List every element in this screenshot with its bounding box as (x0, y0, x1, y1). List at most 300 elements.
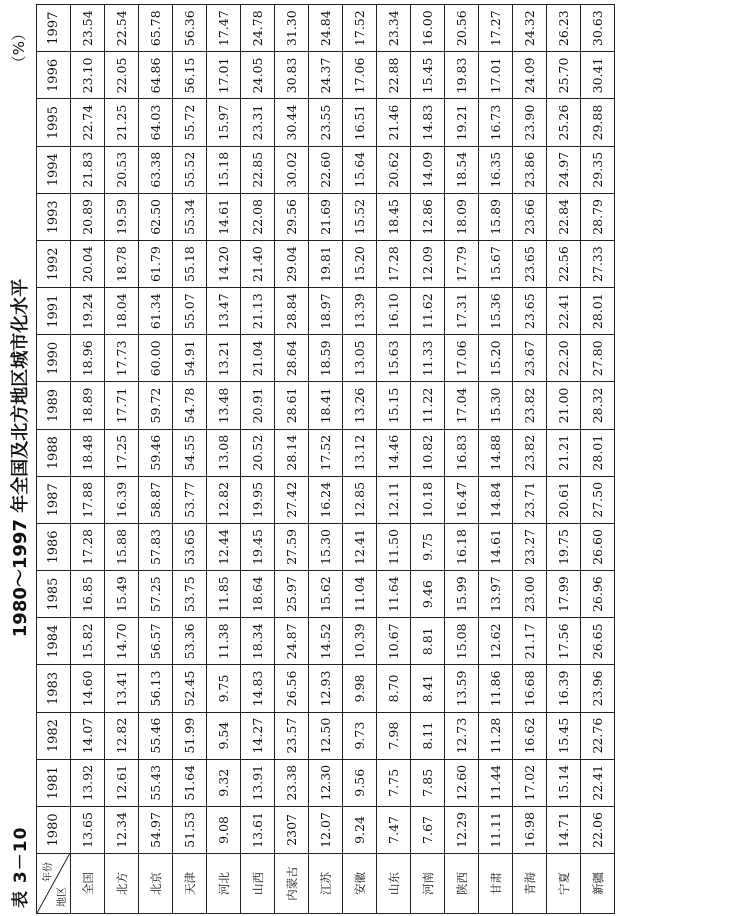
value-cell: 22.76 (581, 712, 615, 759)
table-row (411, 5, 445, 914)
value-cell: 18.96 (71, 335, 105, 382)
table-row (581, 5, 615, 914)
value-cell: 11.28 (479, 712, 513, 759)
value-cell: 15.82 (71, 618, 105, 665)
value-cell: 11.62 (411, 288, 445, 335)
value-cell: 23.65 (513, 288, 547, 335)
region-cell: 宁夏 (547, 854, 581, 914)
value-cell: 28.14 (275, 429, 309, 476)
value-cell: 25.97 (275, 571, 309, 618)
value-cell: 26.96 (581, 571, 615, 618)
value-cell: 22.84 (547, 193, 581, 240)
value-cell: 21.83 (71, 146, 105, 193)
region-cell: 新疆 (581, 854, 615, 914)
value-cell: 17.01 (207, 52, 241, 99)
value-cell: 30.63 (581, 5, 615, 52)
value-cell: 19.83 (445, 52, 479, 99)
value-cell: 8.41 (411, 665, 445, 712)
value-cell: 55.34 (173, 193, 207, 240)
value-cell: 51.99 (173, 712, 207, 759)
value-cell: 10.39 (343, 618, 377, 665)
value-cell: 22.74 (71, 99, 105, 146)
value-cell: 16.24 (309, 476, 343, 523)
table-body (71, 5, 615, 914)
value-cell: 15.64 (343, 146, 377, 193)
value-cell: 9.08 (207, 806, 241, 853)
table-title: 1980～1997 年全国及北方地区城市化水平 (10, 278, 31, 638)
value-cell: 12.50 (309, 712, 343, 759)
value-cell: 16.47 (445, 476, 479, 523)
value-cell: 28.32 (581, 382, 615, 429)
value-cell: 27.42 (275, 476, 309, 523)
value-cell: 64.03 (139, 99, 173, 146)
value-cell: 16.39 (105, 476, 139, 523)
value-cell: 30.41 (581, 52, 615, 99)
region-cell: 陕西 (445, 854, 479, 914)
year-header: 1994 (37, 146, 71, 193)
value-cell: 15.52 (343, 193, 377, 240)
value-cell: 17.04 (445, 382, 479, 429)
value-cell: 23.67 (513, 335, 547, 382)
value-cell: 16.10 (377, 288, 411, 335)
value-cell: 28.01 (581, 288, 615, 335)
year-header: 1985 (37, 571, 71, 618)
value-cell: 55.07 (173, 288, 207, 335)
value-cell: 19.95 (241, 476, 275, 523)
table-row (207, 5, 241, 914)
value-cell: 19.45 (241, 523, 275, 570)
value-cell: 15.99 (445, 571, 479, 618)
value-cell: 15.15 (377, 382, 411, 429)
value-cell: 56.36 (173, 5, 207, 52)
value-cell: 18.41 (309, 382, 343, 429)
value-cell: 12.44 (207, 523, 241, 570)
region-cell: 河北 (207, 854, 241, 914)
value-cell: 21.40 (241, 240, 275, 287)
value-cell: 19.81 (309, 240, 343, 287)
corner-region-label: 地区 (57, 887, 68, 907)
value-cell: 13.61 (241, 806, 275, 853)
value-cell: 15.62 (309, 571, 343, 618)
value-cell: 15.30 (479, 382, 513, 429)
value-cell: 14.84 (479, 476, 513, 523)
value-cell: 24.78 (241, 5, 275, 52)
value-cell: 17.56 (547, 618, 581, 665)
year-header: 1992 (37, 240, 71, 287)
value-cell: 65.78 (139, 5, 173, 52)
value-cell: 23.00 (513, 571, 547, 618)
value-cell: 11.86 (479, 665, 513, 712)
value-cell: 24.84 (309, 5, 343, 52)
value-cell: 9.75 (207, 665, 241, 712)
value-cell: 17.52 (309, 429, 343, 476)
table-row (241, 5, 275, 914)
value-cell: 12.82 (105, 712, 139, 759)
region-cell: 河南 (411, 854, 445, 914)
value-cell: 11.22 (411, 382, 445, 429)
value-cell: 19.59 (105, 193, 139, 240)
value-cell: 23.27 (513, 523, 547, 570)
value-cell: 22.88 (377, 52, 411, 99)
value-cell: 12.85 (343, 476, 377, 523)
value-cell: 18.48 (71, 429, 105, 476)
year-header: 1995 (37, 99, 71, 146)
value-cell: 11.04 (343, 571, 377, 618)
value-cell: 14.60 (71, 665, 105, 712)
value-cell: 10.82 (411, 429, 445, 476)
value-cell: 24.97 (547, 146, 581, 193)
value-cell: 22.85 (241, 146, 275, 193)
value-cell: 13.41 (105, 665, 139, 712)
value-cell: 13.59 (445, 665, 479, 712)
value-cell: 13.21 (207, 335, 241, 382)
value-cell: 13.92 (71, 759, 105, 806)
value-cell: 16.62 (513, 712, 547, 759)
region-cell: 全国 (71, 854, 105, 914)
table-row (377, 5, 411, 914)
value-cell: 23.71 (513, 476, 547, 523)
value-cell: 8.11 (411, 712, 445, 759)
value-cell: 16.83 (445, 429, 479, 476)
value-cell: 51.53 (173, 806, 207, 853)
value-cell: 57.25 (139, 571, 173, 618)
value-cell: 28.64 (275, 335, 309, 382)
value-cell: 26.65 (581, 618, 615, 665)
value-cell: 19.75 (547, 523, 581, 570)
value-cell: 17.28 (71, 523, 105, 570)
value-cell: 13.97 (479, 571, 513, 618)
value-cell: 24.05 (241, 52, 275, 99)
region-cell: 江苏 (309, 854, 343, 914)
value-cell: 14.20 (207, 240, 241, 287)
value-cell: 12.30 (309, 759, 343, 806)
value-cell: 25.26 (547, 99, 581, 146)
year-header: 1989 (37, 382, 71, 429)
value-cell: 10.18 (411, 476, 445, 523)
value-cell: 22.54 (105, 5, 139, 52)
value-cell: 17.06 (343, 52, 377, 99)
year-header: 1982 (37, 712, 71, 759)
value-cell: 16.35 (479, 146, 513, 193)
value-cell: 17.52 (343, 5, 377, 52)
value-cell: 9.56 (343, 759, 377, 806)
value-cell: 16.18 (445, 523, 479, 570)
value-cell: 54.91 (173, 335, 207, 382)
value-cell: 56.13 (139, 665, 173, 712)
value-cell: 23.90 (513, 99, 547, 146)
table-row (139, 5, 173, 914)
value-cell: 15.36 (479, 288, 513, 335)
value-cell: 17.27 (479, 5, 513, 52)
region-cell: 北方 (105, 854, 139, 914)
value-cell: 15.20 (343, 240, 377, 287)
value-cell: 12.34 (105, 806, 139, 853)
value-cell: 16.39 (547, 665, 581, 712)
value-cell: 23.82 (513, 382, 547, 429)
value-cell: 61.79 (139, 240, 173, 287)
value-cell: 14.83 (411, 99, 445, 146)
value-cell: 20.56 (445, 5, 479, 52)
value-cell: 22.20 (547, 335, 581, 382)
region-cell: 青海 (513, 854, 547, 914)
value-cell: 17.06 (445, 335, 479, 382)
value-cell: 64.86 (139, 52, 173, 99)
value-cell: 26.23 (547, 5, 581, 52)
value-cell: 20.62 (377, 146, 411, 193)
value-cell: 2307 (275, 806, 309, 853)
value-cell: 21.25 (105, 99, 139, 146)
value-cell: 56.15 (173, 52, 207, 99)
table-row (71, 5, 105, 914)
corner-year-label: 年份 (43, 862, 54, 882)
year-header: 1980 (37, 806, 71, 853)
value-cell: 11.11 (479, 806, 513, 853)
value-cell: 59.72 (139, 382, 173, 429)
urbanization-table (36, 4, 615, 914)
value-cell: 28.79 (581, 193, 615, 240)
year-header: 1984 (37, 618, 71, 665)
table-row (343, 5, 377, 914)
value-cell: 54.78 (173, 382, 207, 429)
value-cell: 12.60 (445, 759, 479, 806)
value-cell: 13.12 (343, 429, 377, 476)
value-cell: 14.88 (479, 429, 513, 476)
value-cell: 24.32 (513, 5, 547, 52)
value-cell: 22.56 (547, 240, 581, 287)
value-cell: 26.56 (275, 665, 309, 712)
value-cell: 58.87 (139, 476, 173, 523)
value-cell: 14.52 (309, 618, 343, 665)
value-cell: 22.60 (309, 146, 343, 193)
value-cell: 18.64 (241, 571, 275, 618)
value-cell: 22.05 (105, 52, 139, 99)
value-cell: 15.30 (309, 523, 343, 570)
value-cell: 20.89 (71, 193, 105, 240)
value-cell: 12.73 (445, 712, 479, 759)
value-cell: 13.08 (207, 429, 241, 476)
value-cell: 9.54 (207, 712, 241, 759)
value-cell: 15.67 (479, 240, 513, 287)
value-cell: 27.33 (581, 240, 615, 287)
value-cell: 14.27 (241, 712, 275, 759)
value-cell: 18.45 (377, 193, 411, 240)
value-cell: 55.52 (173, 146, 207, 193)
value-cell: 15.45 (411, 52, 445, 99)
value-cell: 17.73 (105, 335, 139, 382)
year-header: 1986 (37, 523, 71, 570)
value-cell: 18.34 (241, 618, 275, 665)
value-cell: 14.46 (377, 429, 411, 476)
value-cell: 14.71 (547, 806, 581, 853)
value-cell: 29.35 (581, 146, 615, 193)
value-cell: 16.00 (411, 5, 445, 52)
value-cell: 21.13 (241, 288, 275, 335)
value-cell: 18.54 (445, 146, 479, 193)
year-header: 1993 (37, 193, 71, 240)
value-cell: 23.82 (513, 429, 547, 476)
value-cell: 13.91 (241, 759, 275, 806)
value-cell: 23.38 (275, 759, 309, 806)
value-cell: 18.89 (71, 382, 105, 429)
value-cell: 17.31 (445, 288, 479, 335)
value-cell: 13.48 (207, 382, 241, 429)
corner-cell (37, 854, 71, 914)
value-cell: 16.85 (71, 571, 105, 618)
value-cell: 17.71 (105, 382, 139, 429)
year-header: 1983 (37, 665, 71, 712)
value-cell: 30.02 (275, 146, 309, 193)
value-cell: 12.09 (411, 240, 445, 287)
region-cell: 安徽 (343, 854, 377, 914)
value-cell: 31.30 (275, 5, 309, 52)
value-cell: 12.07 (309, 806, 343, 853)
value-cell: 9.73 (343, 712, 377, 759)
value-cell: 7.98 (377, 712, 411, 759)
value-cell: 7.67 (411, 806, 445, 853)
value-cell: 14.61 (479, 523, 513, 570)
value-cell: 11.64 (377, 571, 411, 618)
value-cell: 60.00 (139, 335, 173, 382)
value-cell: 23.10 (71, 52, 105, 99)
table-label: 表 3－10 (11, 826, 31, 908)
unit-label: （%） (10, 26, 28, 71)
table-row (275, 5, 309, 914)
value-cell: 9.98 (343, 665, 377, 712)
value-cell: 28.61 (275, 382, 309, 429)
value-cell: 13.47 (207, 288, 241, 335)
value-cell: 18.78 (105, 240, 139, 287)
value-cell: 53.75 (173, 571, 207, 618)
value-cell: 59.46 (139, 429, 173, 476)
value-cell: 12.93 (309, 665, 343, 712)
value-cell: 21.04 (241, 335, 275, 382)
year-header: 1987 (37, 476, 71, 523)
value-cell: 24.37 (309, 52, 343, 99)
value-cell: 54.55 (173, 429, 207, 476)
value-cell: 21.46 (377, 99, 411, 146)
value-cell: 57.83 (139, 523, 173, 570)
value-cell: 53.77 (173, 476, 207, 523)
value-cell: 25.70 (547, 52, 581, 99)
value-cell: 15.97 (207, 99, 241, 146)
value-cell: 18.09 (445, 193, 479, 240)
value-cell: 20.04 (71, 240, 105, 287)
value-cell: 17.28 (377, 240, 411, 287)
value-cell: 18.04 (105, 288, 139, 335)
value-cell: 18.97 (309, 288, 343, 335)
value-cell: 53.36 (173, 618, 207, 665)
value-cell: 12.11 (377, 476, 411, 523)
region-cell: 山西 (241, 854, 275, 914)
value-cell: 28.84 (275, 288, 309, 335)
value-cell: 23.55 (309, 99, 343, 146)
value-cell: 22.08 (241, 193, 275, 240)
value-cell: 27.80 (581, 335, 615, 382)
value-cell: 21.00 (547, 382, 581, 429)
value-cell: 54.97 (139, 806, 173, 853)
value-cell: 17.79 (445, 240, 479, 287)
value-cell: 10.67 (377, 618, 411, 665)
value-cell: 61.34 (139, 288, 173, 335)
value-cell: 14.70 (105, 618, 139, 665)
value-cell: 23.96 (581, 665, 615, 712)
value-cell: 55.18 (173, 240, 207, 287)
year-header: 1988 (37, 429, 71, 476)
value-cell: 23.65 (513, 240, 547, 287)
value-cell: 7.75 (377, 759, 411, 806)
value-cell: 23.31 (241, 99, 275, 146)
value-cell: 23.57 (275, 712, 309, 759)
value-cell: 11.38 (207, 618, 241, 665)
value-cell: 20.52 (241, 429, 275, 476)
table-row (479, 5, 513, 914)
value-cell: 12.86 (411, 193, 445, 240)
value-cell: 11.33 (411, 335, 445, 382)
value-cell: 16.68 (513, 665, 547, 712)
region-cell: 甘肃 (479, 854, 513, 914)
value-cell: 29.88 (581, 99, 615, 146)
value-cell: 22.41 (581, 759, 615, 806)
region-cell: 内蒙古 (275, 854, 309, 914)
value-cell: 63.38 (139, 146, 173, 193)
value-cell: 30.44 (275, 99, 309, 146)
value-cell: 15.49 (105, 571, 139, 618)
value-cell: 17.47 (207, 5, 241, 52)
value-cell: 8.81 (411, 618, 445, 665)
value-cell: 29.04 (275, 240, 309, 287)
value-cell: 11.50 (377, 523, 411, 570)
year-header: 1991 (37, 288, 71, 335)
value-cell: 24.87 (275, 618, 309, 665)
value-cell: 16.51 (343, 99, 377, 146)
value-cell: 53.65 (173, 523, 207, 570)
value-cell: 55.46 (139, 712, 173, 759)
value-cell: 13.26 (343, 382, 377, 429)
value-cell: 11.44 (479, 759, 513, 806)
value-cell: 55.43 (139, 759, 173, 806)
value-cell: 13.39 (343, 288, 377, 335)
value-cell: 12.62 (479, 618, 513, 665)
value-cell: 20.61 (547, 476, 581, 523)
value-cell: 28.01 (581, 429, 615, 476)
value-cell: 19.21 (445, 99, 479, 146)
value-cell: 21.17 (513, 618, 547, 665)
value-cell: 16.98 (513, 806, 547, 853)
value-cell: 27.50 (581, 476, 615, 523)
value-cell: 15.18 (207, 146, 241, 193)
value-cell: 8.70 (377, 665, 411, 712)
table-row (513, 5, 547, 914)
value-cell: 14.83 (241, 665, 275, 712)
value-cell: 7.85 (411, 759, 445, 806)
value-cell: 29.56 (275, 193, 309, 240)
value-cell: 23.66 (513, 193, 547, 240)
value-cell: 11.85 (207, 571, 241, 618)
region-cell: 北京 (139, 854, 173, 914)
value-cell: 30.83 (275, 52, 309, 99)
value-cell: 26.60 (581, 523, 615, 570)
value-cell: 17.01 (479, 52, 513, 99)
region-cell: 天津 (173, 854, 207, 914)
value-cell: 23.54 (71, 5, 105, 52)
value-cell: 16.73 (479, 99, 513, 146)
value-cell: 7.47 (377, 806, 411, 853)
value-cell: 15.45 (547, 712, 581, 759)
value-cell: 56.57 (139, 618, 173, 665)
table-row (173, 5, 207, 914)
value-cell: 17.25 (105, 429, 139, 476)
value-cell: 17.02 (513, 759, 547, 806)
